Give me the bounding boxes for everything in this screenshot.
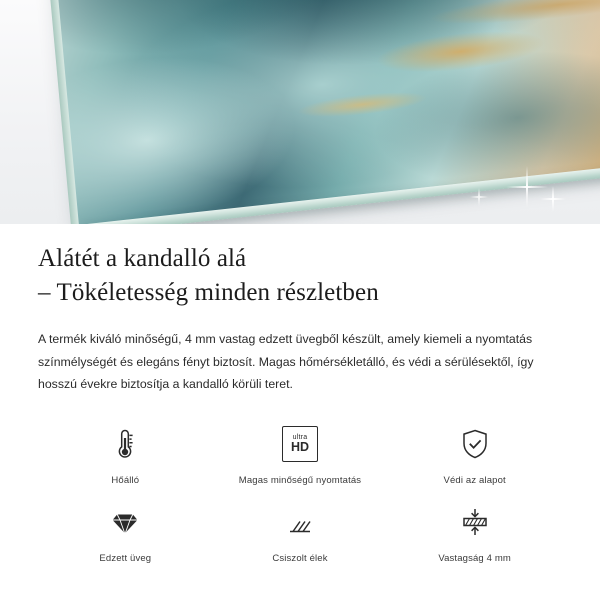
feature-item-thickness: [387, 500, 562, 564]
thickness-icon: [454, 500, 496, 544]
feature-label: Védi az alapot: [443, 475, 506, 487]
ultra-hd-top-text: ultra: [292, 433, 308, 441]
description-paragraph: A termék kiváló minőségű, 4 mm vastag edzett üvegből készült, amely kiemeli a nyomtatás színmélységét és elegáns fényt biztosít. Magas hőmérsékletálló, és védi a sérülésektől, így hosszú évekre biztosítja a kandalló körüli teret.: [38, 332, 534, 392]
feature-item-surface-protection: [387, 422, 562, 486]
feature-label: Csiszolt élek: [272, 553, 328, 565]
page-title-line-1: Alátét a kandalló alá: [38, 245, 247, 272]
feature-label: Vastagság 4 mm: [438, 553, 511, 565]
page-title-line-2: – Tökéletesség minden részletben: [38, 279, 379, 306]
ultra-hd-bottom-text: HD: [290, 440, 310, 455]
thermometer-icon: [104, 422, 146, 466]
feature-label: Edzett üveg: [99, 553, 152, 565]
shield-check-icon: [454, 422, 496, 466]
feature-label: Magas minőségű nyomtatás: [238, 475, 362, 487]
feature-item-print-quality: [213, 422, 388, 486]
hero-image: [0, 0, 600, 224]
feature-item-tempered-glass: [38, 500, 213, 564]
feature-label: Hőálló: [111, 475, 140, 487]
page-title: [38, 242, 562, 310]
polished-edges-icon: [279, 500, 321, 544]
feature-grid: [38, 422, 562, 564]
feature-item-polished-edges: [213, 500, 388, 564]
content-area: [0, 242, 600, 564]
feature-item-heat-resistant: [38, 422, 213, 486]
ultra-hd-icon: [282, 422, 318, 466]
diamond-icon: [104, 500, 146, 544]
